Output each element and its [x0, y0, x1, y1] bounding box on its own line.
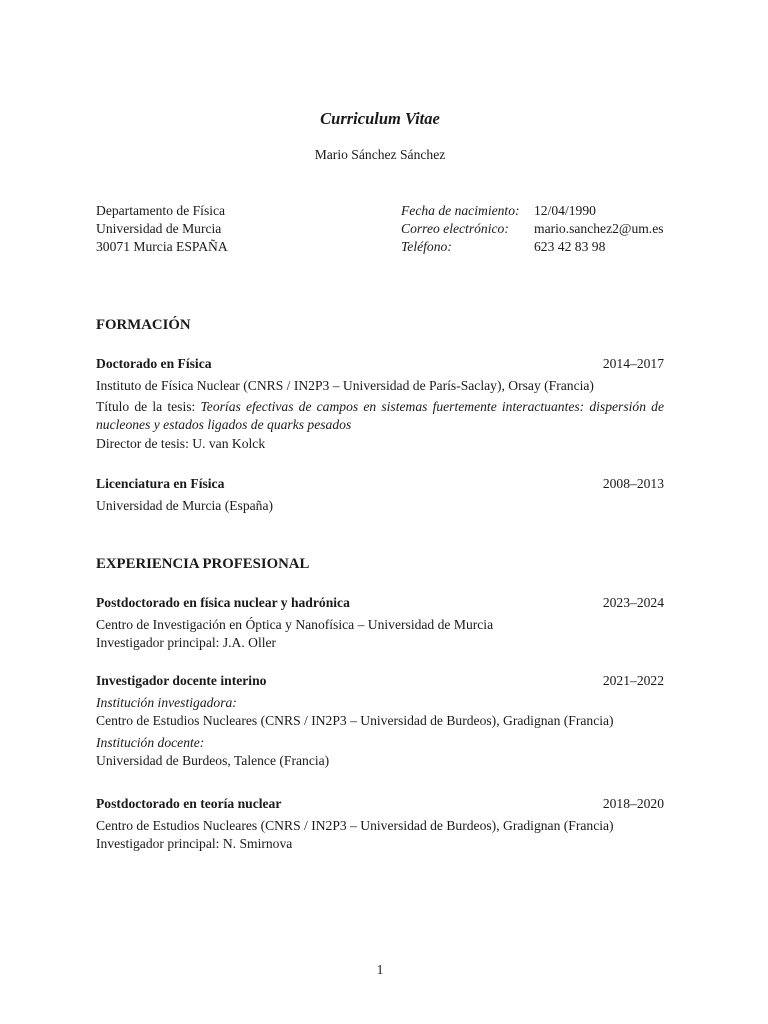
entry-role: Investigador docente interino: [96, 673, 267, 688]
thesis-title: Teorías efectivas de campos en sistemas fuertemente interactuantes: dispersión de nucleones y estados ligados de quarks pesados: [96, 399, 665, 432]
entry-pi: Investigador principal: N. Smirnova: [96, 836, 293, 851]
email-value: mario.sanchez2@um.es: [534, 221, 664, 236]
cv-page: [96, 0, 664, 1024]
entry-years: 2018–2020: [602, 796, 664, 811]
document-title: Curriculum Vitae: [320, 109, 440, 128]
section-title-experiencia: EXPERIENCIA PROFESIONAL: [96, 556, 310, 572]
thesis-label: Título de la tesis:: [96, 399, 196, 414]
teaching-institution-value: Universidad de Burdeos, Talence (Francia): [96, 753, 330, 768]
entry-institution: Universidad de Murcia (España): [96, 498, 274, 513]
phone-row: [401, 238, 671, 256]
entry-years: 2021–2022: [602, 673, 664, 688]
entry-investigador-docente: [96, 672, 664, 770]
entry-head: [96, 672, 664, 690]
address-line: Universidad de Murcia: [96, 221, 222, 236]
address-line: Departamento de Física: [96, 203, 226, 218]
entry-head: [96, 795, 664, 813]
person-name: Mario Sánchez Sánchez: [314, 147, 446, 162]
email-label: Correo electrónico:: [401, 221, 509, 236]
entry-role: Postdoctorado en física nuclear y hadrónica: [96, 595, 350, 610]
entry-institution: Centro de Investigación en Óptica y Nanofísica – Universidad de Murcia: [96, 617, 494, 632]
entry-years: 2008–2013: [602, 476, 664, 491]
thesis-director: Director de tesis: U. van Kolck: [96, 436, 266, 451]
entry-role: Licenciatura en Física: [96, 476, 225, 491]
entry-institution: Instituto de Física Nuclear (CNRS / IN2P3 – Universidad de París-Saclay), Orsay (Francia): [96, 378, 594, 393]
birth-row: [401, 202, 671, 220]
entry-years: 2023–2024: [602, 595, 664, 610]
research-institution-value: Centro de Estudios Nucleares (CNRS / IN2P3 – Universidad de Burdeos), Gradignan (Francia): [96, 713, 614, 728]
phone-value: 623 42 83 98: [534, 239, 606, 254]
entry-role: Postdoctorado en teoría nuclear: [96, 796, 282, 811]
entry-head: [96, 355, 664, 373]
entry-institution: Centro de Estudios Nucleares (CNRS / IN2P3 – Universidad de Burdeos), Gradignan (Francia): [96, 818, 614, 833]
research-institution-label: Institución investigadora:: [96, 695, 237, 710]
address-block: [96, 202, 356, 256]
entry-years: 2014–2017: [602, 356, 664, 371]
birth-label: Fecha de nacimiento:: [401, 203, 520, 218]
thesis-line: [96, 398, 664, 434]
page-number: 1: [376, 962, 384, 977]
entry-role: Doctorado en Física: [96, 356, 212, 371]
teaching-institution-label: Institución docente:: [96, 735, 205, 750]
entry-doctorado: [96, 355, 664, 453]
contact-block: [401, 202, 671, 256]
entry-postdoc-nuclear: [96, 795, 664, 853]
email-row: [401, 220, 671, 238]
entry-postdoc-hadronica: [96, 594, 664, 652]
phone-label: Teléfono:: [401, 239, 452, 254]
entry-head: [96, 475, 664, 493]
section-title-formacion: FORMACIÓN: [96, 317, 191, 333]
entry-pi: Investigador principal: J.A. Oller: [96, 635, 277, 650]
entry-head: [96, 594, 664, 612]
entry-licenciatura: [96, 475, 664, 515]
address-line: 30071 Murcia ESPAÑA: [96, 239, 228, 254]
birth-value: 12/04/1990: [534, 203, 596, 218]
